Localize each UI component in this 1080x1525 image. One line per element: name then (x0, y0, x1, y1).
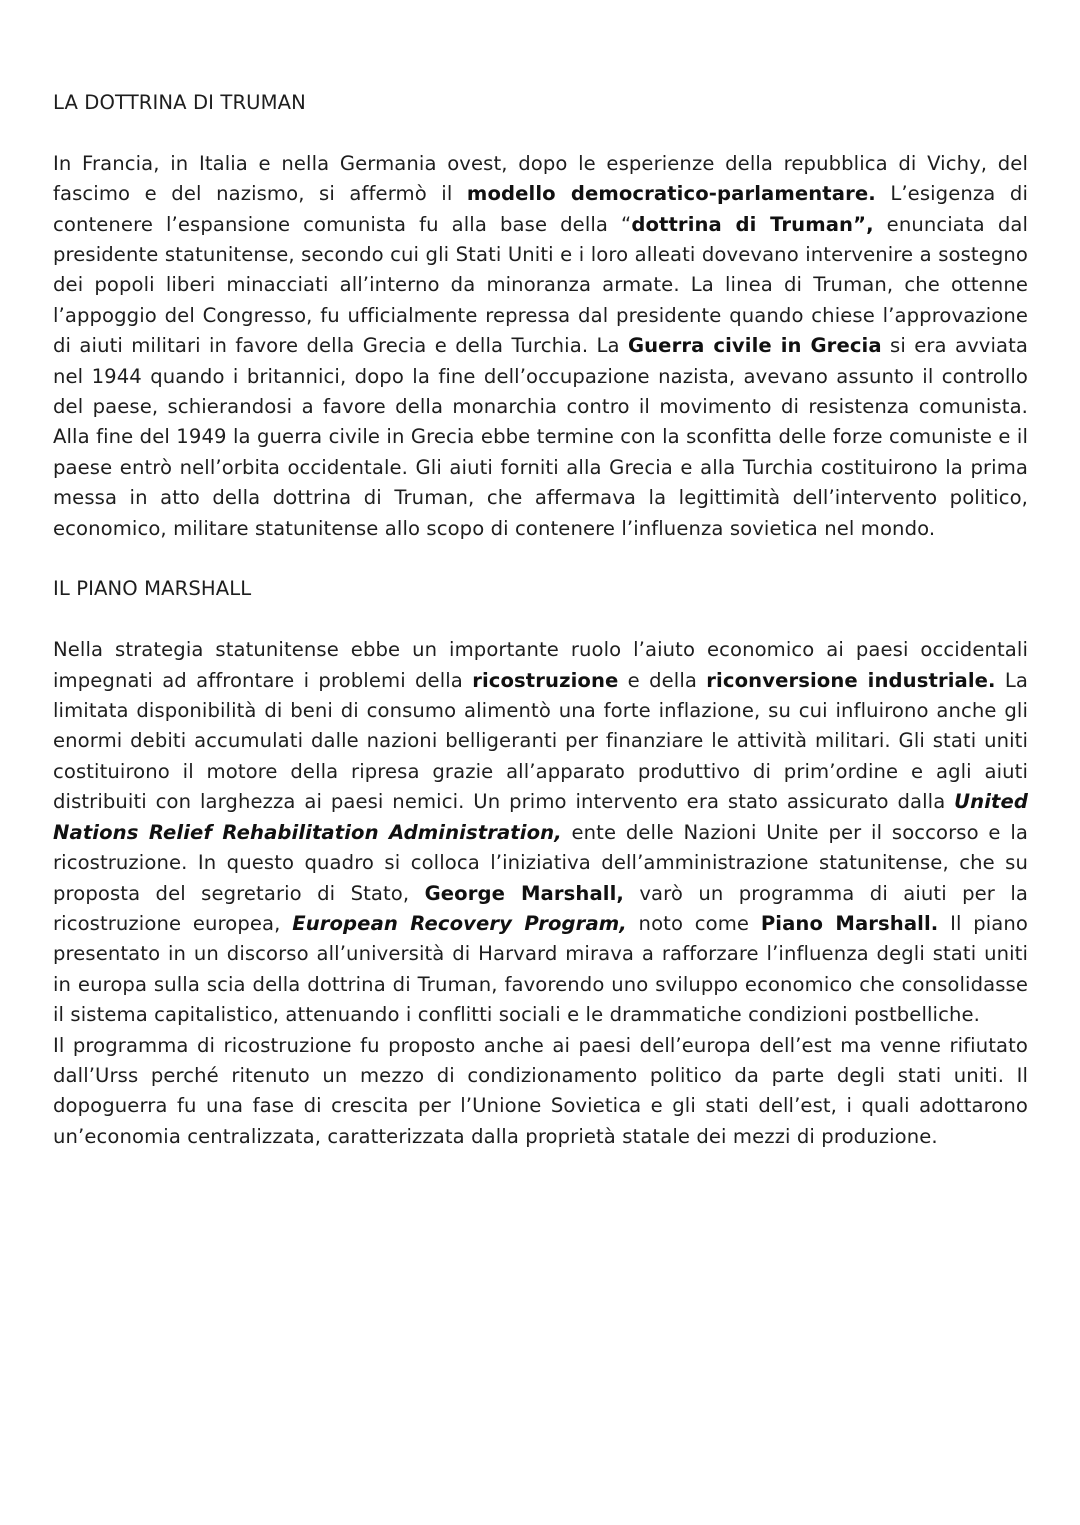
document-page (53, 88, 1028, 1152)
bold-italic-term-erp: European Recovery Program, (292, 911, 627, 935)
bold-term-reconstruction: ricostruzione (472, 668, 619, 692)
text-run: noto come (626, 911, 761, 935)
text-run: Nella strategia statunitense ebbe un importante ruolo l’aiuto economico ai paesi occidentali impegnati ad affrontare i problemi della (53, 638, 1028, 692)
section-heading-marshall: IL PIANO MARSHALL (53, 577, 252, 601)
bold-italic-term-unrra: United Nations Relief Rehabilitation Administration, (53, 790, 1028, 844)
bold-term-truman-doctrine: dottrina di Truman”, (631, 212, 874, 236)
text-run: Il piano presentato in un discorso all’università di Harvard mirava a rafforzare l’influenza degli stati uniti in europa sulla scia della dottrina di Truman, favorendo uno sviluppo economico che consolidasse il sistema capitalistico, attenuando i conflitti sociali e le drammatiche condizioni postbelliche. (53, 911, 1029, 1027)
text-run: In Francia, in Italia e nella Germania ovest, dopo le esperienze della repubblica di Vichy, del fascimo e del nazismo, si affermò il (53, 151, 1028, 206)
bold-term-industrial-reconversion: riconversione industriale. (706, 668, 996, 692)
spacer (53, 605, 1028, 635)
bold-term-greek-civil-war: Guerra civile in Grecia (627, 334, 882, 358)
bold-term-marshall-plan: Piano Marshall. (760, 911, 939, 935)
text-run: e della (618, 668, 707, 692)
text-run: L’esigenza di contenere l’espansione comunista fu alla base della “ (53, 182, 1028, 236)
text-run: ente delle Nazioni Unite per il soccorso e la ricostruzione. In questo quadro si colloca l’iniziativa dell’amministrazione statunitense, che su proposta del segretario di Stato, (53, 820, 1028, 905)
section-heading-truman: LA DOTTRINA DI TRUMAN (53, 91, 306, 114)
spacer (53, 544, 1028, 574)
text-run: La limitata disponibilità di beni di consumo alimentò una forte inflazione, su cui influirono anche gli enormi debiti accumulati dalle nazioni belligeranti per finanziare le attività militari. Gli stati uniti costituirono il motore della ripresa grazie all’apparato produttivo di prim’ordine e agli aiuti distribuiti con larghezza ai paesi nemici. Un primo intervento era stato assicurato dalla (53, 668, 1028, 814)
paragraph-east-europe: Il programma di ricostruzione fu proposto anche ai paesi dell’europa dell’est ma venne rifiutato dall’Urss perché ritenuto un mezzo di condizionamento politico da parte degli stati uniti. Il dopoguerra fu una fase di crescita per l’Unione Sovietica e gli stati dell’est, i quali adottarono un’economia centralizzata, caratterizzata dalla proprietà statale dei mezzi di produzione. (53, 1033, 1028, 1148)
text-run: enunciata dal presidente statunitense, secondo cui gli Stati Uniti e i loro alleati dovevano intervenire a sostegno dei popoli liberi minacciati all’interno da minoranza armate. La linea di Truman, che ottenne l’appoggio del Congresso, fu ufficialmente repressa dal presidente quando chiese l’approvazione di aiuti militari in favore della Grecia e della Turchia. La (53, 212, 1029, 358)
bold-term-democratic-model: modello democratico-parlamentare. (466, 182, 876, 206)
text-run: varò un programma di aiuti per la ricostruzione europea, (53, 881, 1028, 935)
paragraph-truman (53, 149, 1028, 544)
text-run: si era avviata nel 1944 quando i britannici, dopo la fine dell’occupazione nazista, avevano assunto il controllo del paese, schierandosi a favore della monarchia contro il movimento di resistenza comunista. Alla fine del 1949 la guerra civile in Grecia ebbe termine con la sconfitta delle forze comuniste e il paese entrò nell’orbita occidentale. Gli aiuti forniti alla Grecia e alla Turchia costituirono la prima messa in atto della dottrina di Truman, che affermava la legittimità dell’intervento politico, economico, militare statunitense allo scopo di contenere l’influenza sovietica nel mondo. (53, 334, 1028, 540)
bold-term-george-marshall: George Marshall, (424, 881, 624, 905)
spacer (53, 118, 1028, 148)
paragraph-marshall (53, 635, 1028, 1030)
